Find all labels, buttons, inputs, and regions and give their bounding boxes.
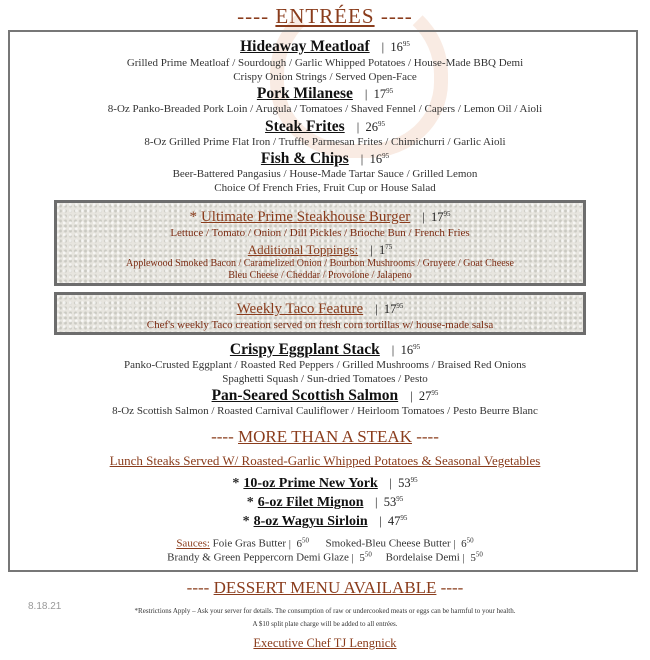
sauces-line (0, 550, 650, 564)
steak-price: | $53^{95}$ (389, 476, 418, 491)
menu-date: 8.18.21 (28, 601, 62, 612)
item-description: Spaghetti Squash / Sun-dried Tomatoes / Pesto (222, 373, 428, 385)
burger-feature-box (54, 200, 586, 286)
menu-item-meatloaf (0, 38, 650, 56)
sauce-name: Brandy & Green Peppercorn Demi Glaze (167, 551, 349, 564)
star-marker: * (242, 514, 250, 530)
item-description: Choice Of French Fries, Fruit Cup or House Salad (214, 182, 436, 194)
page-title (0, 4, 650, 29)
item-price: | $16^{95}$ (360, 151, 390, 166)
item-price: | $26^{95}$ (356, 119, 385, 134)
item-name: Steak Frites (265, 118, 345, 135)
item-description: Grilled Prime Meatloaf / Sourdough / Garlic Whipped Potatoes / House-Made BBQ Demi (126, 57, 524, 69)
item-price: | $17^{95}$ (364, 86, 394, 101)
steaks-section-title: ---- MORE THAN A STEAK ---- (211, 427, 439, 446)
sauce-price: | $6^{50}$ (288, 536, 309, 550)
star-marker: * (189, 209, 197, 225)
menu-item-steak-frites (0, 118, 650, 136)
item-description: Beer-Battered Pangasius / House-Made Tartar Sauce / Grilled Lemon (172, 168, 478, 180)
steak-item (0, 476, 650, 492)
steak-name: 8-oz Wagyu Sirloin (253, 514, 368, 530)
item-name: Pork Milanese (256, 85, 353, 102)
steak-item (0, 514, 650, 530)
steak-item (0, 495, 650, 511)
item-name: Hideaway Meatloaf (240, 38, 370, 55)
item-name: Pan-Seared Scottish Salmon (211, 387, 399, 404)
item-description: 8-Oz Grilled Prime Flat Iron / Truffle Parmesan Frites / Chimichurri / Garlic Aioli (144, 136, 506, 148)
steaks-subtitle: Lunch Steaks Served W/ Roasted-Garlic Whipped Potatoes & Seasonal Vegetables (109, 453, 541, 468)
star-marker: * (246, 495, 254, 511)
menu-item-fish-chips (0, 150, 650, 168)
taco-description: Chef's weekly Taco creation served on fresh corn tortillas w/ house-made salsa (146, 319, 494, 331)
sauces-label: Sauces: (176, 537, 210, 550)
dessert-menu-heading: ---- DESSERT MENU AVAILABLE ---- (186, 578, 464, 597)
burger-description: Lettuce / Tomato / Onion / Dill Pickles / Brioche Bun / French Fries (170, 227, 470, 239)
toppings-list: Applewood Smoked Bacon / Caramelized Onion / Bourbon Mushrooms / Gruyere / Goat Cheese (126, 258, 514, 269)
burger-name: Ultimate Prime Steakhouse Burger (200, 209, 411, 225)
sauce-price: | $6^{50}$ (453, 536, 474, 550)
sauce-name: Smoked-Bleu Cheese Butter (325, 537, 451, 550)
toppings-label: Additional Toppings: (247, 242, 359, 257)
taco-name: Weekly Taco Feature (236, 301, 364, 317)
title-dashes-right: ---- (380, 4, 413, 28)
star-marker: * (232, 476, 240, 492)
split-plate-notice: A $10 split plate charge will be added to all entrées. (252, 620, 398, 628)
steak-name: 10-oz Prime New York (243, 476, 378, 492)
item-description: Panko-Crusted Eggplant / Roasted Red Peppers / Grilled Mushrooms / Braised Red Onions (123, 359, 527, 371)
sauce-price: | $5^{50}$ (462, 550, 483, 564)
sauce-name: Bordelaise Demi (385, 551, 460, 564)
title-dashes-left: ---- (237, 4, 270, 28)
steak-name: 6-oz Filet Mignon (257, 495, 364, 511)
taco-feature-box (54, 292, 586, 335)
sauces-line (0, 536, 650, 550)
executive-chef-credit: Executive Chef TJ Lengnick (253, 636, 397, 650)
item-name: Fish & Chips (260, 150, 349, 167)
burger-title-line (57, 208, 583, 226)
health-notice: *Restrictions Apply – Ask your server for details. The consumption of raw or undercooked meats or eggs can be harmful to your health. (134, 607, 516, 615)
item-name: Crispy Eggplant Stack (229, 341, 380, 358)
title-text: ENTRÉES (275, 4, 375, 28)
toppings-title-line (57, 241, 583, 259)
steak-price: | $47^{95}$ (379, 514, 408, 529)
toppings-list: Bleu Cheese / Cheddar / Provolone / Jalapeno (228, 270, 412, 281)
item-price: | $16^{95}$ (391, 342, 421, 357)
sauce-price: | $5^{50}$ (351, 550, 372, 564)
menu-item-pork-milanese (0, 85, 650, 103)
menu-item-eggplant-stack (0, 341, 650, 359)
item-description: 8-Oz Scottish Salmon / Roasted Carnival Cauliflower / Heirloom Tomatoes / Pesto Beurre Blanc (112, 405, 538, 417)
burger-price: | $17^{95}$ (422, 209, 451, 224)
item-description: Crispy Onion Strings / Served Open-Face (233, 71, 417, 83)
item-price: | $27^{95}$ (410, 388, 439, 403)
item-description: 8-Oz Panko-Breaded Pork Loin / Arugula / Tomatoes / Shaved Fennel / Capers / Lemon Oil / Aioli (107, 103, 543, 115)
taco-price: | $17^{95}$ (375, 301, 404, 316)
taco-title-line (57, 300, 583, 318)
item-price: | $16^{95}$ (381, 39, 410, 54)
menu-item-salmon (0, 387, 650, 405)
steak-price: | $53^{95}$ (375, 495, 404, 510)
toppings-price: | $1^{75}$ (370, 242, 393, 257)
sauce-name: Foie Gras Butter (212, 537, 286, 550)
